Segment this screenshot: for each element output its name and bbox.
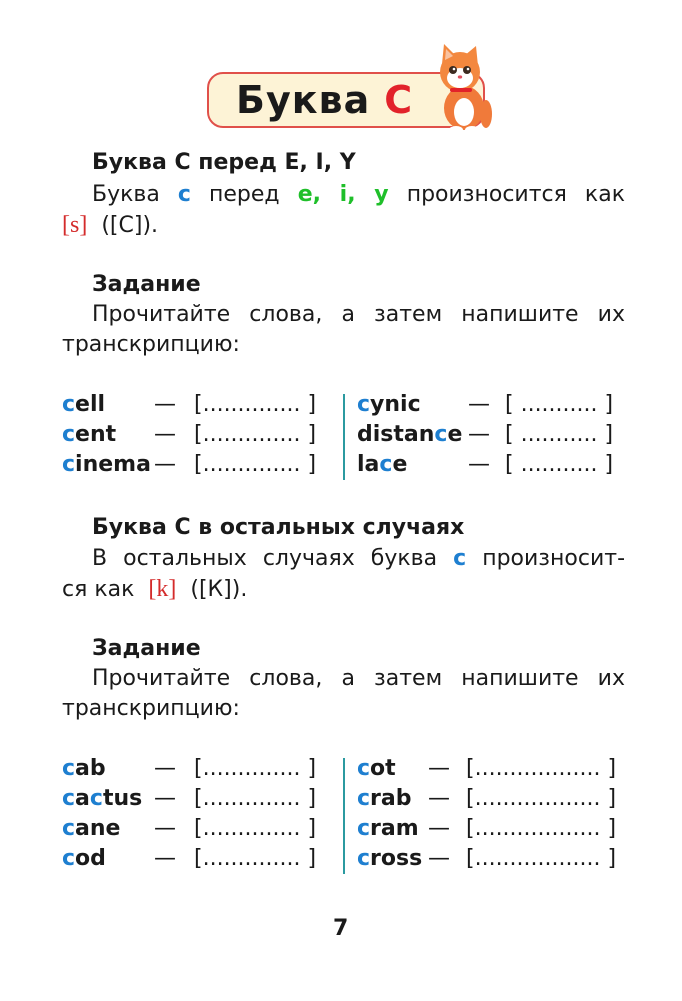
highlight-c: c xyxy=(62,786,76,811)
highlight-c: c xyxy=(62,392,76,417)
transcription-blank: [.............. ] xyxy=(194,422,317,447)
transcription-blank: [ ........... ] xyxy=(505,422,614,447)
word-part: e xyxy=(447,422,463,447)
word xyxy=(62,390,105,420)
section1-rule-line2 xyxy=(62,210,625,241)
word-part: tus xyxy=(102,786,143,811)
word-part: ynic xyxy=(370,392,421,417)
task1-line1: Прочитайте слова, а затем напишите их xyxy=(92,302,625,327)
word-part: e xyxy=(392,452,408,477)
title-letter: C xyxy=(384,78,414,122)
transcription-blank: [ ........... ] xyxy=(505,452,614,477)
rule1-vowels: e, i, y xyxy=(297,182,389,207)
highlight-c: c xyxy=(62,452,76,477)
word-part: inema xyxy=(75,452,151,477)
transcription-blank: [.............. ] xyxy=(194,816,317,841)
transcription-blank: [ ........... ] xyxy=(505,392,614,417)
rule2-text: В остальных случаях буква xyxy=(92,546,454,571)
word xyxy=(357,420,462,450)
rule1-letter-c: c xyxy=(177,182,191,207)
word-table-1-divider xyxy=(343,394,345,480)
transcription-blank: [.............. ] xyxy=(194,392,317,417)
word xyxy=(357,784,412,814)
title-word: Буква xyxy=(236,78,371,122)
dash: — xyxy=(468,452,490,477)
page-number: 7 xyxy=(333,916,349,941)
task1-heading: Задание xyxy=(92,272,201,297)
task2-line2: транскрипцию: xyxy=(62,696,240,721)
highlight-c: c xyxy=(62,422,76,447)
highlight-c: c xyxy=(89,786,103,811)
word-part: distan xyxy=(357,422,435,447)
sound-k: [k] xyxy=(148,576,177,602)
rule1-text: Буква xyxy=(92,182,178,207)
task1-line2: транскрипцию: xyxy=(62,332,240,357)
dash: — xyxy=(428,756,450,781)
rule2-letter-c: c xyxy=(453,546,467,571)
section2-rule-line1 xyxy=(62,544,625,574)
highlight-c: c xyxy=(62,846,76,871)
dash: — xyxy=(154,392,176,417)
task2-heading: Задание xyxy=(92,636,201,661)
word xyxy=(357,844,422,874)
transcription-blank: [.............. ] xyxy=(194,452,317,477)
section2-heading: Буква C в остальных случаях xyxy=(92,515,465,540)
word-part: la xyxy=(357,452,380,477)
highlight-c: c xyxy=(357,846,371,871)
word xyxy=(62,450,151,480)
word-part: ab xyxy=(75,756,106,781)
task2-line1: Прочитайте слова, а затем напишите их xyxy=(92,666,625,691)
highlight-c: c xyxy=(379,452,393,477)
transcription-blank: [.............. ] xyxy=(194,846,317,871)
word xyxy=(357,814,419,844)
dash: — xyxy=(154,756,176,781)
dash: — xyxy=(468,422,490,447)
transcription-blank: [.............. ] xyxy=(194,786,317,811)
word-part: ot xyxy=(370,756,396,781)
dash: — xyxy=(428,816,450,841)
section1-rule-line1 xyxy=(62,180,625,210)
dash: — xyxy=(154,452,176,477)
word-part: ent xyxy=(75,422,117,447)
word xyxy=(357,450,407,480)
rule1-text-before: перед xyxy=(190,182,298,207)
sound-s: [s] xyxy=(62,212,88,238)
word xyxy=(357,390,421,420)
dash: — xyxy=(154,422,176,447)
word-table-2-divider xyxy=(343,758,345,874)
sound-s-cyrillic: ([С]). xyxy=(101,213,159,238)
word-part: ell xyxy=(75,392,106,417)
dash: — xyxy=(154,816,176,841)
highlight-c: c xyxy=(62,756,76,781)
highlight-c: c xyxy=(434,422,448,447)
word-part: ram xyxy=(370,816,419,841)
page-title xyxy=(236,74,413,126)
highlight-c: c xyxy=(357,816,371,841)
transcription-blank: [.................. ] xyxy=(466,816,617,841)
rule1-text-pronounced: произносится как xyxy=(388,182,625,207)
transcription-blank: [.................. ] xyxy=(466,786,617,811)
word xyxy=(62,814,120,844)
word xyxy=(62,844,106,874)
rule2-text-pronounced: произносит- xyxy=(466,546,626,571)
word-part: a xyxy=(75,786,90,811)
rule2-text-as: ся как xyxy=(62,577,135,602)
word xyxy=(62,420,116,450)
dash: — xyxy=(428,846,450,871)
highlight-c: c xyxy=(357,786,371,811)
highlight-c: c xyxy=(357,756,371,781)
dash: — xyxy=(468,392,490,417)
dash: — xyxy=(154,846,176,871)
sound-k-cyrillic: ([К]). xyxy=(190,577,248,602)
word-part: od xyxy=(75,846,106,871)
word xyxy=(62,754,106,784)
section2-rule-line2 xyxy=(62,574,625,605)
dash: — xyxy=(154,786,176,811)
word xyxy=(357,754,396,784)
transcription-blank: [.............. ] xyxy=(194,756,317,781)
dash: — xyxy=(428,786,450,811)
highlight-c: c xyxy=(357,392,371,417)
transcription-blank: [.................. ] xyxy=(466,846,617,871)
word-part: ross xyxy=(370,846,423,871)
word xyxy=(62,784,142,814)
highlight-c: c xyxy=(62,816,76,841)
transcription-blank: [.................. ] xyxy=(466,756,617,781)
word-part: ane xyxy=(75,816,121,841)
word-part: rab xyxy=(370,786,412,811)
section1-heading: Буква C перед E, I, Y xyxy=(92,150,356,175)
cat-icon xyxy=(430,44,494,134)
